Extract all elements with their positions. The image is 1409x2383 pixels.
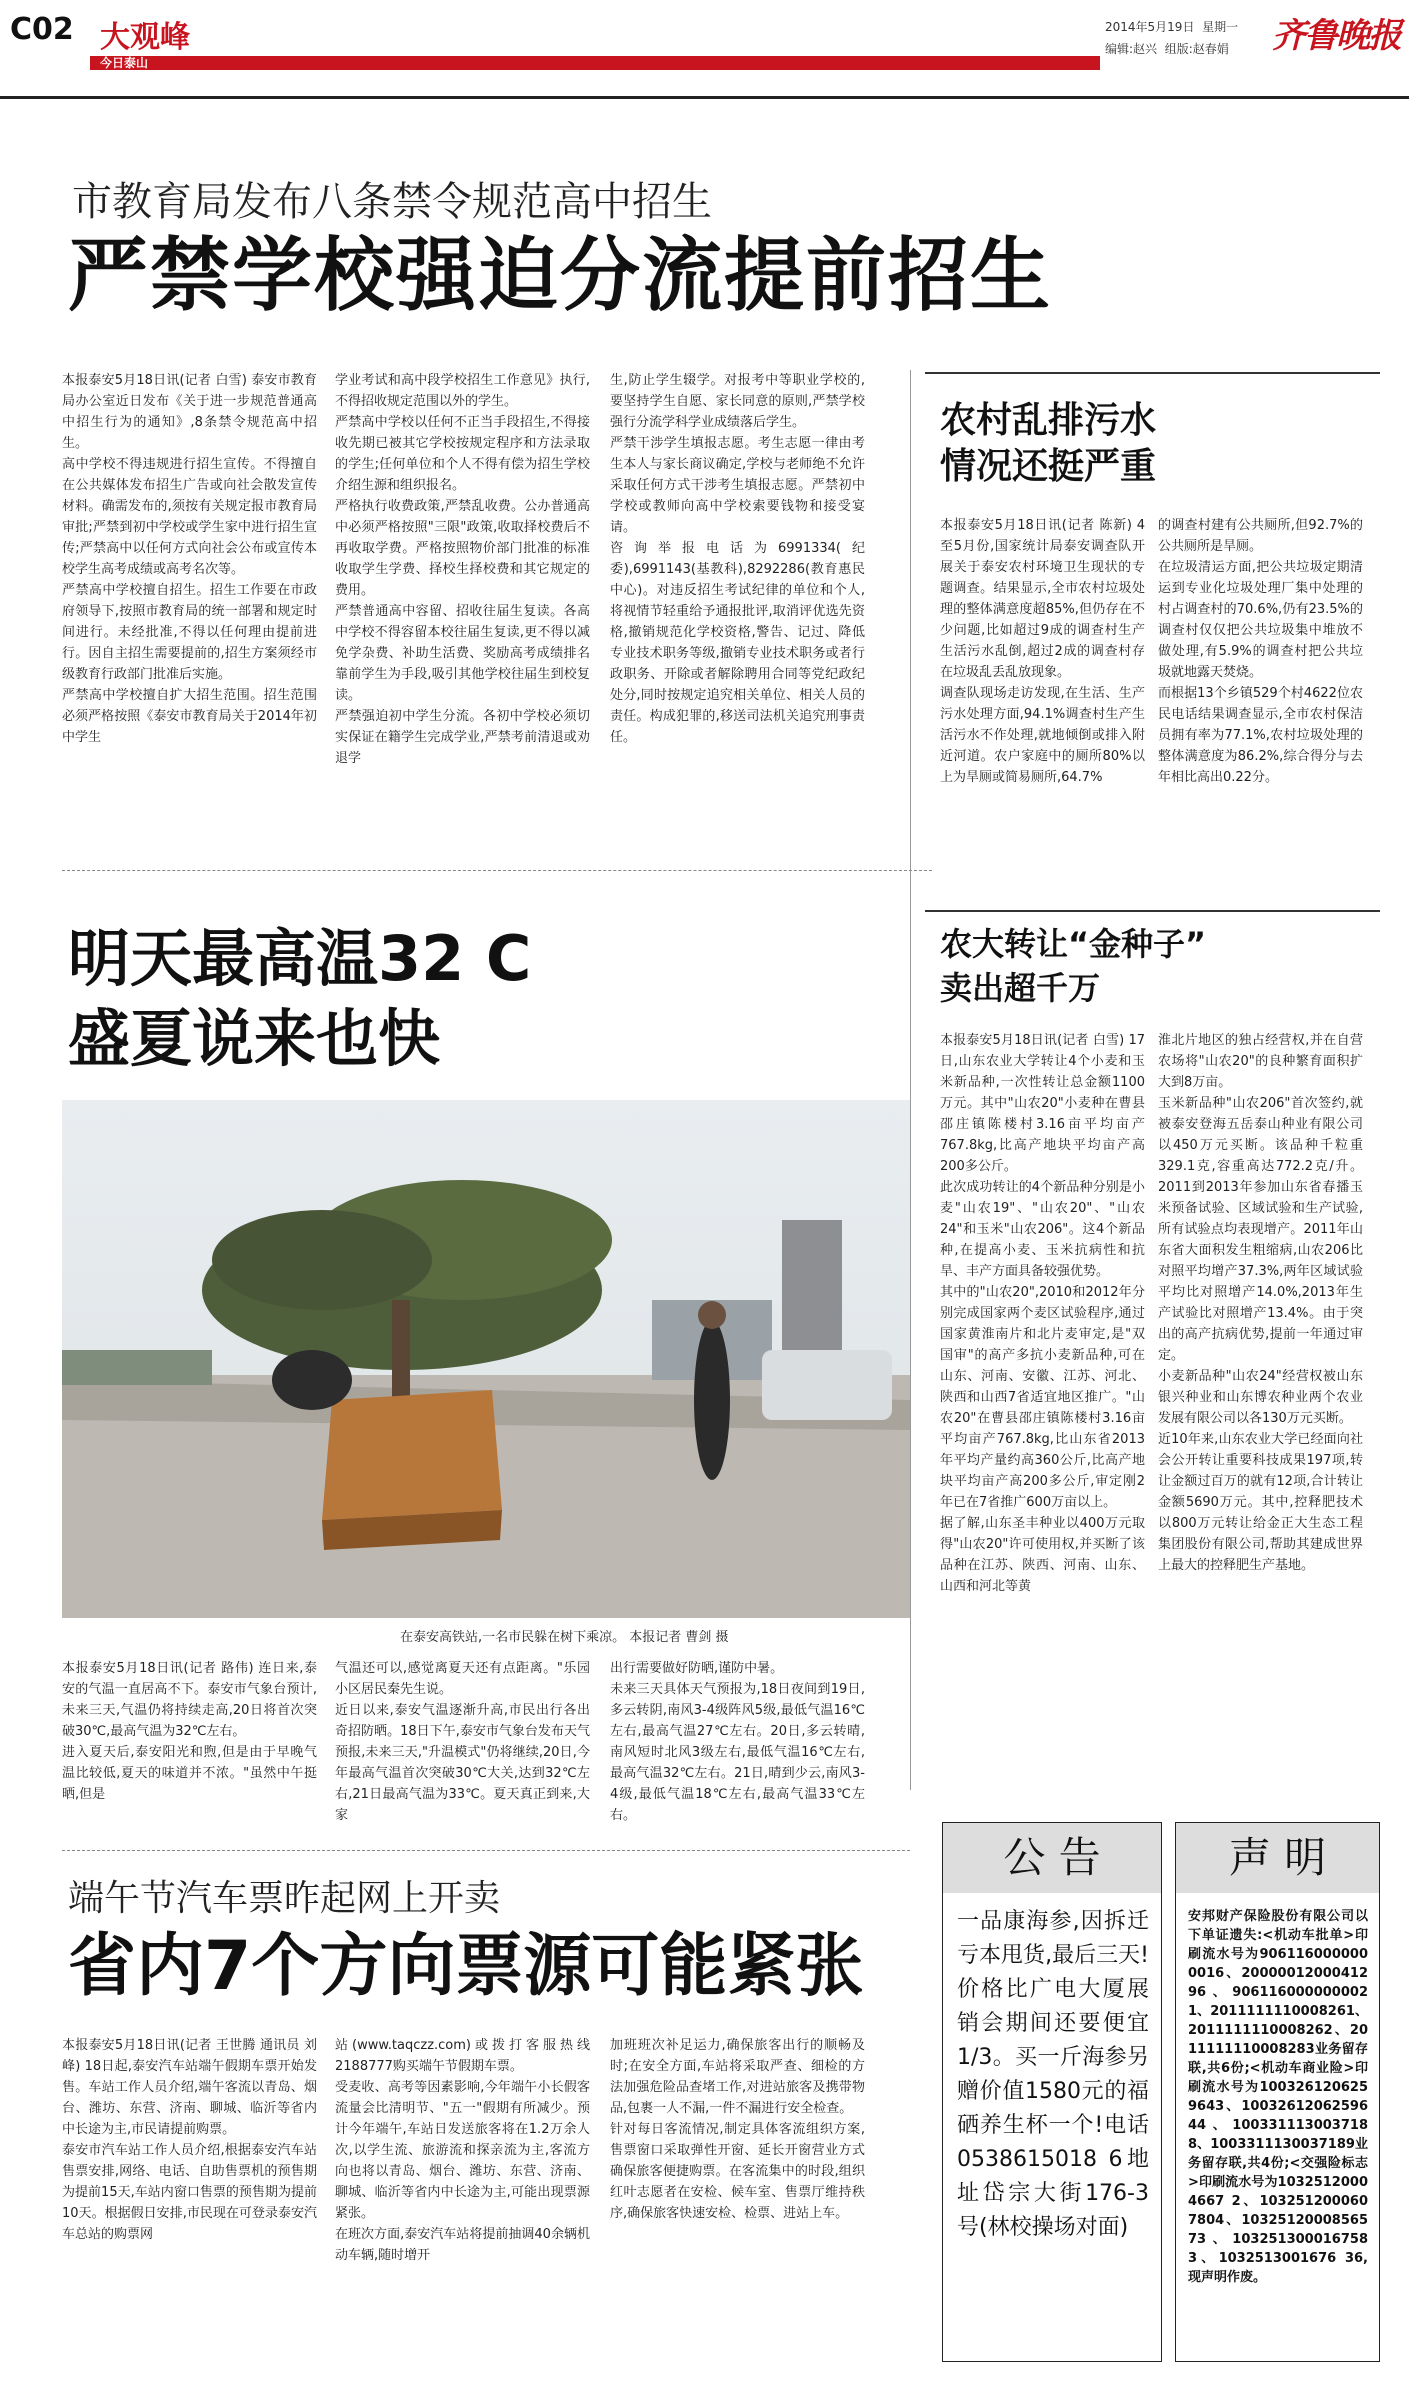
article4-col2: 淮北片地区的独占经营权,并在自营农场将"山农20"的良种繁育面积扩大到8万亩。 玉米新品种"山农206"首次签约,就被泰安登海五岳泰山种业有限公司以450万元买断。该品种千粒重329.1克,容重高达772.2克/升。2011到2013年参加山东省春播玉米预备试验、区域试验和生产试验,所有试验点均表现增产。2011年山东省大面积发生粗缩病,山农206比对照平均增产37.3%,两年区域试验平均比对照增产14.0%,2013年生产试验比对照增产13.4%。由于突出的高产抗病优势,提前一年通过审定。 小麦新品种"山农24"经营权被山东银兴种业和山东博农种业两个农业发展有限公司以各130万元买断。 近10年来,山东农业大学已经面向社会公开转让重要科技成果197项,转让金额过百万的就有12项,合计转让金额5690万元。其中,控释肥技术以800万元转让给金正大生态工程集团股份有限公司,帮助其建成世界上最大的控释肥生产基地。 xyxy=(1158,1033,1363,1573)
article2-rule xyxy=(925,372,1380,374)
article2-col2: 的调查村建有公共厕所,但92.7%的公共厕所是旱厕。 在垃圾清运方面,把公共垃圾定期清运到专业化垃圾处理厂集中处理的村占调查村的70.6%,仍有23.5%的调查村仅仅把公共垃圾集中堆放不做处理,有5.9%的调查村把公共垃圾就地露天焚烧。 而根据13个乡镇529个村4622位农民电话结果调查显示,全市农村保洁员拥有率为77.1%,农村垃圾处理的整体满意度为86.2%,综合得分与去年相比高出0.22分。 xyxy=(1158,518,1363,785)
article5-col1: 本报泰安5月18日讯(记者 王世腾 通讯员 刘峰) 18日起,泰安汽车站端午假期车票开始发售。车站工作人员介绍,端午客流以青岛、烟台、潍坊、东营、济南、聊城、临沂等省内中长途为主,市民请提前购票。 泰安市汽车站工作人员介绍,根据泰安汽车站售票安排,网络、电话、自助售票机的预售期为提前15天,车站内窗口售票的预售期为提前10天。根据假日安排,市民现在可登录泰安汽车总站的购票网 xyxy=(62,2038,317,2242)
article1-col3: 生,防止学生辍学。对报考中等职业学校的,要坚持学生自愿、家长同意的原则,严禁学校强行分流学科学业成绩落后学生。 严禁干涉学生填报志愿。考生志愿一律由考生本人与家长商议确定,学校与老师绝不允许采取任何方式干涉考生填报志愿。严禁初中学校或教师向高中学校索要钱物和接受宴请。 咨询举报电话为6991334(纪委),6991143(基教科),8292286(教育惠民中心)。对违反招生考试纪律的单位和个人,将视情节轻重给予通报批评,取消评优选先资格,撤销规范化学校资格,警告、记过、降低专业技术职务等级,撤销专业技术职务或者行政职务、开除或者解除聘用合同等党纪政纪处分,同时按规定追究相关单位、相关人员的责任。构成犯罪的,移送司法机关追究刑事责任。 xyxy=(610,373,865,745)
article4-rule xyxy=(925,910,1380,912)
article2-col1: 本报泰安5月18日讯(记者 陈新) 4至5月份,国家统计局泰安调查队开展关于泰安农村环境卫生现状的专题调查。结果显示,全市农村垃圾处理的整体满意度超85%,但仍存在不少问题,比如超过9成的调查村生产生活污水乱倒,超过2成的调查村存在垃圾乱丢乱放现象。 调查队现场走访发现,在生活、生产污水处理方面,94.1%调查村生产生活污水不作处理,就地倾倒或排入附近河道。农户家庭中的厕所80%以上为旱厕或简易厕所,64.7% xyxy=(940,518,1145,785)
notice-box xyxy=(942,1822,1162,2362)
article4-headline-2: 卖出超千万 xyxy=(940,969,1101,1007)
section-name: 大观峰 xyxy=(100,20,190,55)
statement-box xyxy=(1175,1822,1380,2362)
column-divider xyxy=(910,370,911,1790)
article4-col1: 本报泰安5月18日讯(记者 白雪) 17日,山东农业大学转让4个小麦和玉米新品种,一次性转让总金额1100万元。其中"山农20"小麦种在曹县邵庄镇陈楼村3.16亩平均亩产767.8kg,比高产地块平均亩产高200多公斤。 此次成功转让的4个新品种分别是小麦"山农19"、"山农20"、"山农24"和玉米"山农206"。这4个新品种,在提高小麦、玉米抗病性和抗旱、丰产方面具备较强优势。 其中的"山农20",2010和2012年分别完成国家两个麦区试验程序,通过国家黄淮南片和北片麦审定,是"双国审"的高产多抗小麦新品种,可在山东、河南、安徽、江苏、河北、陕西和山西7省适宜地区推广。"山农20"在曹县邵庄镇陈楼村3.16亩平均亩产767.8kg,比山东省2013年平均产量约高360公斤,比高产地块平均亩产高200多公斤,审定刚2年已在7省推广600万亩以上。 据了解,山东圣丰种业以400万元取得"山农20"许可使用权,并买断了该品种在江苏、陕西、河南、山东、山西和河北等黄 xyxy=(940,1033,1145,1594)
article5-col2: 站(www.taqczz.com)或拨打客服热线2188777购买端午节假期车票。 受麦收、高考等因素影响,今年端午小长假客流量会比清明节、"五一"假期有所减少。预计今年端午,车站日发送旅客将在1.2万余人次,以学生流、旅游流和探亲流为主,客流方向也将以青岛、烟台、潍坊、东营、济南、聊城、临沂等省内中长途为主,可能出现票源紧张。 在班次方面,泰安汽车站将提前抽调40余辆机动车辆,随时增开 xyxy=(335,2038,590,2263)
statement-body: 安邦财产保险股份有限公司以下单证遗失:<机动车批单>印刷流水号为9061160000000016、2000001200041296、9061160000000021、2011111110008261、2011111110008262、2011111110008283业务留存联,共6份;<机动车商业险>印刷流水号为1003261206259643、1003261206259644、1003311130037188、1003311130037189业务留存联,共4份;<交强险标志>印刷流水号为10325120004667 2、1032512000607804、1032512000856573、1032513000167583、1032513001676 36,现声明作废。 xyxy=(1188,1909,1368,2285)
article2-headline-2: 情况还挺严重 xyxy=(940,446,1157,487)
weekday: 星期一 xyxy=(1202,20,1239,34)
editor: 编辑:赵兴 xyxy=(1105,42,1158,56)
masthead xyxy=(0,0,1409,70)
article1-kicker: 市教育局发布八条禁令规范高中招生 xyxy=(72,179,712,225)
layout-editor: 组版:赵春娟 xyxy=(1164,42,1229,56)
divider xyxy=(62,870,932,871)
photo-caption: 在泰安高铁站,一名市民躲在树下乘凉。 本报记者 曹剑 摄 xyxy=(400,1630,729,1645)
masthead-rule xyxy=(0,96,1409,99)
article3-headline-1: 明天最高温32 C xyxy=(68,922,532,995)
date: 2014年5月19日 xyxy=(1105,20,1195,34)
notice-title: 公 告 xyxy=(943,1823,1161,1893)
photo-train-station xyxy=(62,1100,910,1618)
article1-headline: 严禁学校强迫分流提前招生 xyxy=(68,229,1052,322)
article3-col2: 气温还可以,感觉离夏天还有点距离。"乐园小区居民秦先生说。 近日以来,泰安气温逐渐升高,市民出行各出奇招防晒。18日下午,泰安市气象台发布天气预报,未来三天,"升温模式"仍将继续,20日,今年最高气温首次突破30℃大关,达到32℃左右,21日最高气温为33℃。夏天真正到来,大家 xyxy=(335,1661,590,1823)
article1-col1: 本报泰安5月18日讯(记者 白雪) 泰安市教育局办公室近日发布《关于进一步规范普通高中招生行为的通知》,8条禁令规范高中招生。 高中学校不得违规进行招生宣传。不得擅自在公共媒体发布招生广告或向社会散发宣传材料。确需发布的,须按有关规定报市教育局审批;严禁到初中学校或学生家中进行招生宣传;严禁高中以任何方式向社会公布或宣传本校学生高考成绩或高考名次等。 严禁高中学校擅自招生。招生工作要在市政府领导下,按照市教育局的统一部署和规定时间进行。未经批准,不得以任何理由提前进行。因自主招生需要提前的,招生方案须经市级教育行政部门批准后实施。 严禁高中学校擅自扩大招生范围。招生范围必须严格按照《泰安市教育局关于2014年初中学生 xyxy=(62,373,317,745)
article1-col2: 学业考试和高中段学校招生工作意见》执行,不得招收规定范围以外的学生。 严禁高中学校以任何不正当手段招生,不得接收先期已被其它学校按规定程序和方法录取的学生;任何单位和个人不得有偿为招生学校介绍生源和组织报名。 严格执行收费政策,严禁乱收费。公办普通高中必须严格按照"三限"政策,收取择校费后不再收取学费。严格按照物价部门批准的标准收取学生学费、择校生择校费和其它规定的费用。 严禁普通高中容留、招收往届生复读。各高中学校不得容留本校往届生复读,更不得以减免学杂费、补助生活费、奖励高考成绩排名靠前学生为手段,吸引其他学校往届生到校复读。 严禁强迫初中学生分流。各初中学校必须切实保证在籍学生完成学业,严禁考前清退或劝退学 xyxy=(335,373,590,766)
article5-kicker: 端午节汽车票昨起网上开卖 xyxy=(68,1878,501,1919)
paper-logo: 齐鲁晚报 xyxy=(1272,16,1400,56)
article3-headline-2: 盛夏说来也快 xyxy=(68,1002,441,1075)
header-date xyxy=(1105,18,1238,35)
divider xyxy=(62,1850,910,1851)
header-credits xyxy=(1105,40,1229,57)
article5-headline: 省内7个方向票源可能紧张 xyxy=(68,1927,864,2006)
section-bar xyxy=(90,56,1100,70)
statement-title: 声 明 xyxy=(1176,1823,1379,1893)
article3-col1: 本报泰安5月18日讯(记者 路伟) 连日来,泰安的气温一直居高不下。泰安市气象台预计,未来三天,气温仍将持续走高,20日将首次突破30℃,最高气温为32℃左右。 进入夏天后,泰安阳光和煦,但是由于早晚气温比较低,夏天的味道并不浓。"虽然中午挺晒,但是 xyxy=(62,1661,317,1802)
article3-col3: 出行需要做好防晒,谨防中暑。 未来三天具体天气预报为,18日夜间到19日,多云转阴,南风3-4级阵风5级,最低气温16℃左右,最高气温27℃左右。20日,多云转晴,南风短时北风3级左右,最低气温16℃左右,最高气温32℃左右。21日,晴到少云,南风3-4级,最低气温18℃左右,最高气温33℃左右。 xyxy=(610,1661,865,1823)
article5-col3: 加班班次补足运力,确保旅客出行的顺畅及时;在安全方面,车站将采取严查、细检的方法加强危险品查堵工作,对进站旅客及携带物品,包裹一人不漏,一件不漏进行安全检查。 针对每日客流情况,制定具体客流组织方案,售票窗口采取弹性开窗、延长开窗营业方式确保旅客便捷购票。在客流集中的时段,组织红叶志愿者在安检、候车室、售票厅维持秩序,确保旅客快速安检、检票、进站上车。 xyxy=(610,2038,865,2221)
article2-headline-1: 农村乱排污水 xyxy=(940,400,1157,441)
notice-body: 一品康海参,因拆迁亏本甩货,最后三天!价格比广电大厦展销会期间还要便宜1/3。买一斤海参另赠价值1580元的福硒养生杯一个!电话0538615018 6地址岱宗大街176-3号(林校操场对面) xyxy=(957,1909,1149,2240)
photo-scene xyxy=(62,1100,910,1618)
page-code: C02 xyxy=(10,12,74,47)
subsection-name: 今日泰山 xyxy=(100,56,149,70)
article4-headline-1: 农大转让“金种子” xyxy=(940,925,1207,963)
